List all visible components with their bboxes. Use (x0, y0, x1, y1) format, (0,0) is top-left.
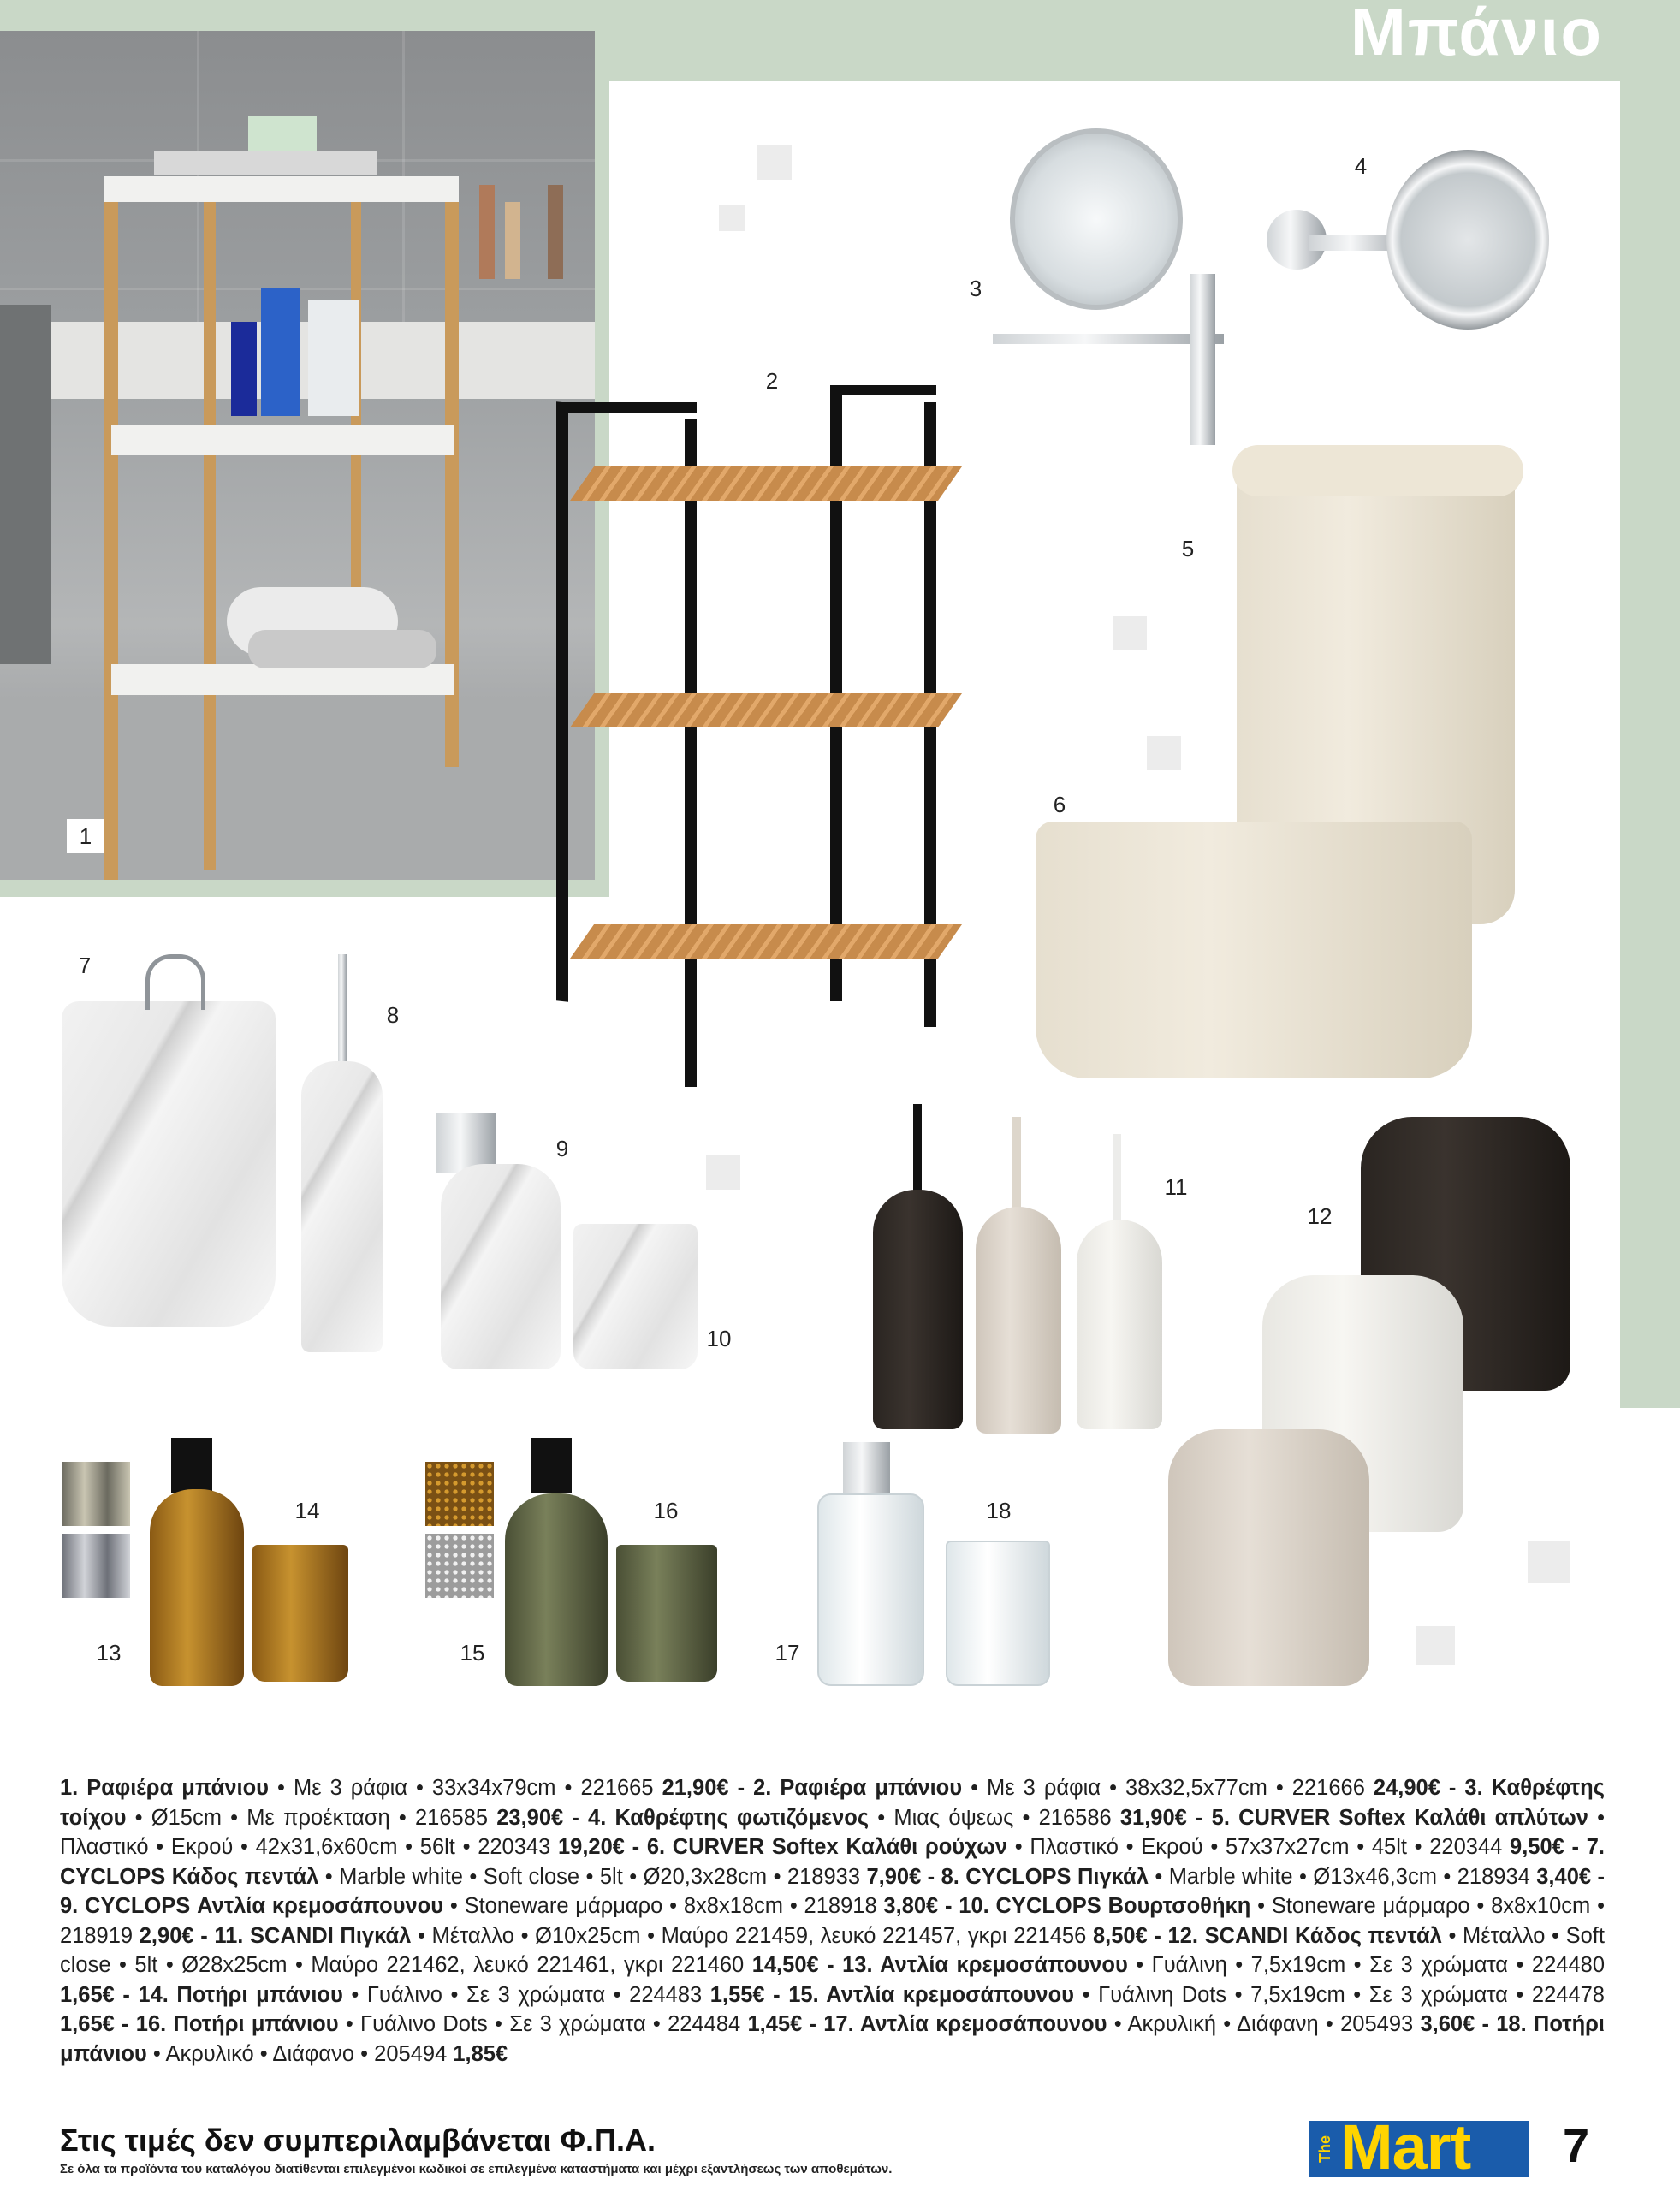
description-segment: • Marble white • Soft close • 5lt • Ø20,3x28cm • 218933 (318, 1864, 867, 1889)
product-number: 14 (288, 1493, 326, 1528)
description-bold-segment: 21,90€ - 2. Ραφιέρα μπάνιου (662, 1776, 963, 1800)
product-number: 8 (374, 998, 412, 1032)
product-image-wall-mirror (984, 120, 1241, 454)
description-bold-segment: 3,40€ - 9. CYCLOPS Αντλία κρεμοσάπουνου (60, 1864, 1605, 1918)
product-image-soap-dispenser-dots (505, 1493, 608, 1686)
description-segment: • Γυάλινη Dots • 7,5x19cm • Σε 3 χρώματα • 224478 (1074, 1982, 1605, 2007)
decorative-square (1416, 1626, 1455, 1665)
product-image-toilet-brush-marble (301, 1061, 383, 1352)
decorative-square (719, 205, 745, 231)
decorative-square (1147, 736, 1181, 770)
product-image-tumbler-clear (946, 1541, 1050, 1686)
bin-handle (145, 954, 205, 1010)
description-bold-segment: 23,90€ - 4. Καθρέφτης φωτιζόμενος (496, 1805, 870, 1830)
description-bold-segment: 1,45€ - 17. Αντλία κρεμοσάπουνου (747, 2012, 1107, 2036)
vat-note: Στις τιμές δεν συμπεριλαμβάνεται Φ.Π.Α. (60, 2123, 656, 2158)
product-image-laundry-basket (1036, 822, 1472, 1078)
product-number: 10 (700, 1321, 738, 1356)
description-bold-segment: 24,90€ - 3. Καθρέφτης τοίχου (60, 1776, 1606, 1830)
product-number: 3 (957, 271, 994, 306)
description-bold-segment: 14,50€ - 13. Αντλία κρεμοσάπουνου (751, 1953, 1128, 1977)
description-bold-segment: 1,65€ - 14. Ποτήρι μπάνιου (60, 1982, 343, 2007)
logo-mart-text: Mart (1340, 2111, 1471, 2182)
product-number: 6 (1041, 787, 1078, 822)
product-number: 17 (769, 1636, 806, 1670)
product-number: 4 (1342, 149, 1380, 183)
description-segment: • Γυάλινο • Σε 3 χρώματα • 224483 (342, 1982, 710, 2007)
product-image-tumbler-amber (252, 1545, 348, 1682)
decorative-square (1528, 1541, 1570, 1583)
availability-note: Σε όλα τα προϊόντα του καταλόγου διατίθενται επιλεγμένοι κωδικοί σε επιλεγμένα καταστήματα και μέχρι εξαντλήσεως των αποθεμάτων. (60, 2162, 893, 2176)
description-bold-segment: 1,55€ - 15. Αντλία κρεμοσάπουνου (709, 1982, 1075, 2007)
product-image-scandi-brush-black (873, 1190, 963, 1429)
product-image-soap-dispenser-clear (817, 1493, 924, 1686)
description-bold-segment: 1,85€ (453, 2041, 508, 2066)
product-number: 9 (543, 1131, 581, 1166)
description-bold-segment: 2,90€ - 11. SCANDI Πιγκάλ (139, 1923, 412, 1948)
description-segment: • Ø15cm • Με προέκταση • 216585 (126, 1805, 497, 1830)
product-number: 11 (1157, 1170, 1195, 1204)
description-bold-segment: 31,90€ - 5. CURVER Softex Καλάθι απλύτων (1119, 1805, 1588, 1830)
description-bold-segment: 9,50€ - 7. CYCLOPS Κάδος πεντάλ (60, 1835, 1605, 1889)
swatch-amber-dots (425, 1462, 494, 1526)
description-segment: • Πλαστικό • Εκρού • 42x31,6x60cm • 56lt • 220343 (60, 1805, 1606, 1859)
swatch-grey (62, 1534, 130, 1598)
description-bold-segment: 1. Ραφιέρα μπάνιου (60, 1776, 270, 1800)
page-number: 7 (1563, 2118, 1590, 2172)
product-image-soap-dispenser-amber (150, 1489, 244, 1686)
product-image-scandi-brush-white (1077, 1220, 1162, 1429)
description-segment: • Stoneware μάρμαρο • 8x8x18cm • 218918 (443, 1894, 884, 1918)
description-segment: • Πλαστικό • Εκρού • 57x37x27cm • 45lt • 220344 (1007, 1835, 1511, 1859)
product-number: 1 (67, 819, 104, 853)
product-number: 7 (66, 948, 104, 983)
product-image-tumbler-marble (573, 1224, 698, 1369)
product-image-soap-pump (531, 1438, 572, 1493)
description-bold-segment: 1,65€ - 16. Ποτήρι μπάνιου (60, 2012, 339, 2036)
decorative-square (706, 1155, 740, 1190)
product-descriptions (60, 1773, 1605, 2069)
description-segment: • Με 3 ράφια • 38x32,5x77cm • 221666 (962, 1776, 1374, 1800)
product-number: 13 (90, 1636, 128, 1670)
decorative-square (1113, 616, 1147, 650)
hamper-lid (1232, 445, 1523, 496)
description-bold-segment: 3,60€ - 18. Ποτήρι μπάνιου (60, 2012, 1606, 2066)
product-number: 12 (1301, 1199, 1339, 1233)
description-segment: • Γυάλινο Dots • Σε 3 χρώματα • 224484 (338, 2012, 748, 2036)
description-segment: • Μέταλλο • Ø10x25cm • Μαύρο 221459, λευκό 221457, γκρι 221456 (411, 1923, 1093, 1948)
description-bold-segment: 7,90€ - 8. CYCLOPS Πιγκάλ (866, 1864, 1149, 1889)
description-segment: • Ακρυλικό • Διάφανο • 205494 (146, 2041, 454, 2066)
description-segment: • Μέταλλο • Soft close • 5lt • Ø28x25cm • Μαύρο 221462, λευκό 221461, γκρι 221460 (60, 1923, 1605, 1977)
product-image-soap-dispenser-marble (441, 1164, 561, 1369)
description-segment: • Γυάλινη • 7,5x19cm • Σε 3 χρώματα • 224480 (1127, 1953, 1605, 1977)
product-number: 16 (647, 1493, 685, 1528)
product-number: 15 (454, 1636, 491, 1670)
logo-the-text: The (1316, 2135, 1333, 2164)
description-bold-segment: 8,50€ - 12. SCANDI Κάδος πεντάλ (1092, 1923, 1442, 1948)
description-segment: • Stoneware μάρμαρο • 8x8x10cm • 218919 (60, 1894, 1605, 1948)
product-image-tumbler-dots (616, 1545, 717, 1682)
product-image-soap-pump (171, 1438, 212, 1493)
product-image-lighted-mirror (1258, 141, 1558, 355)
product-number: 2 (753, 364, 791, 398)
product-photo-bathroom-shelf (0, 31, 595, 880)
description-segment: • Ακρυλική • Διάφανη • 205493 (1107, 2012, 1421, 2036)
description-bold-segment: 19,20€ - 6. CURVER Softex Καλάθι ρούχων (557, 1835, 1008, 1859)
description-bold-segment: 3,80€ - 10. CYCLOPS Βουρτσοθήκη (883, 1894, 1251, 1918)
product-number: 18 (980, 1493, 1018, 1528)
page-title: Μπάνιο (1350, 0, 1603, 69)
decorative-square (757, 145, 792, 180)
product-image-scandi-bin-beige (1168, 1429, 1369, 1686)
description-segment: • Μιας όψεως • 216586 (869, 1805, 1120, 1830)
product-image-pedal-bin-marble (62, 1001, 276, 1327)
swatch-clear-dots (425, 1534, 494, 1598)
swatch-smoke (62, 1462, 130, 1526)
product-image-bamboo-shelf (548, 385, 993, 1096)
description-segment: • Marble white • Ø13x46,3cm • 218934 (1148, 1864, 1537, 1889)
right-stripe (1620, 0, 1680, 1408)
product-number: 5 (1169, 531, 1207, 566)
product-image-scandi-brush-beige (976, 1207, 1061, 1434)
product-image-soap-pump (843, 1442, 890, 1498)
description-segment: • Με 3 ράφια • 33x34x79cm • 221665 (269, 1776, 662, 1800)
